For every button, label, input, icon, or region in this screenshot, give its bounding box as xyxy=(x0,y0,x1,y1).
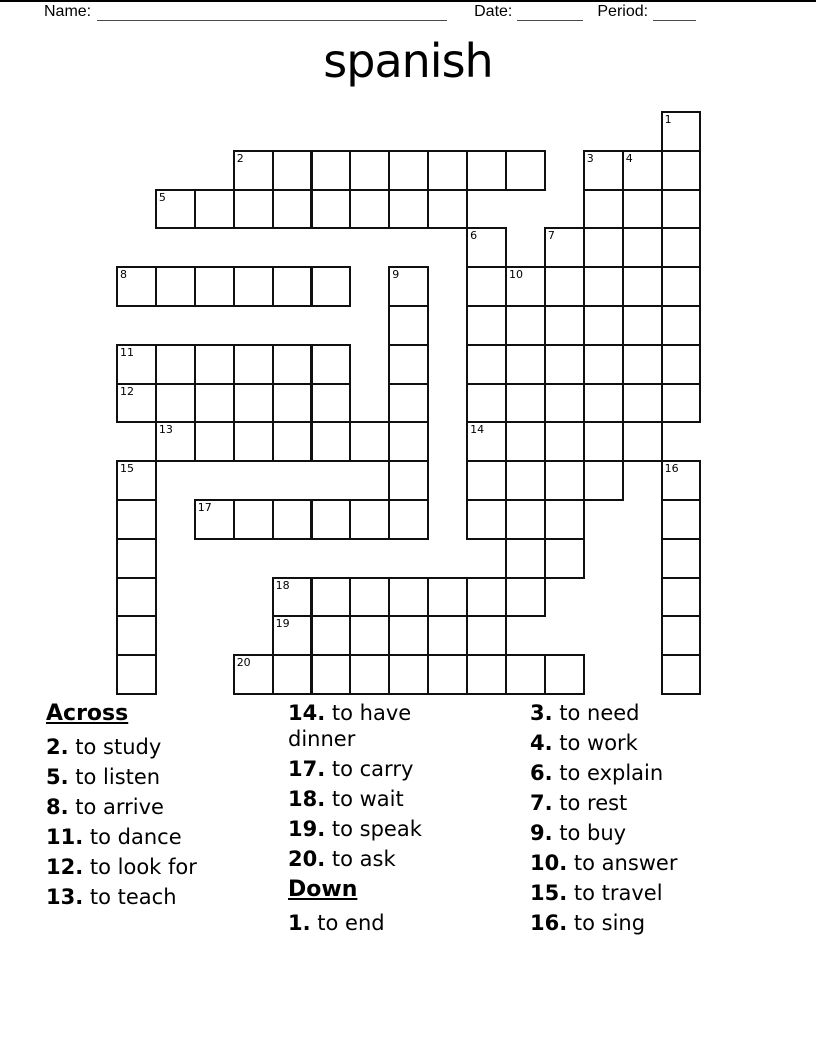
grid-cell[interactable] xyxy=(233,266,274,307)
grid-cell[interactable] xyxy=(116,654,157,695)
cell-number: 19 xyxy=(275,617,290,631)
clue-across-14: 14. to have dinner xyxy=(288,701,412,751)
grid-cell[interactable] xyxy=(544,654,585,695)
grid-cell[interactable] xyxy=(466,305,507,346)
clue-number: 1. xyxy=(288,911,311,935)
clue-number: 9. xyxy=(530,821,553,845)
grid-cell[interactable] xyxy=(349,150,390,191)
grid-cell[interactable] xyxy=(233,499,274,540)
cell-number: 4 xyxy=(625,151,633,165)
cell-number: 8 xyxy=(120,268,127,282)
clue-number: 18. xyxy=(288,787,326,811)
grid-cell-13[interactable] xyxy=(155,421,196,462)
grid-cell[interactable] xyxy=(194,189,235,230)
clue-column-1 xyxy=(46,700,284,914)
clue-number: 2. xyxy=(46,735,69,759)
grid-cell[interactable] xyxy=(427,577,468,618)
grid-cell-15[interactable] xyxy=(116,460,157,501)
clue-across-18: 18. to wait xyxy=(288,787,404,811)
grid-cell[interactable] xyxy=(466,150,507,191)
clue-across-20: 20. to ask xyxy=(288,847,396,871)
cell-number: 9 xyxy=(392,268,400,282)
grid-cell[interactable] xyxy=(311,383,352,424)
clue-number: 7. xyxy=(530,791,553,815)
grid-cell[interactable] xyxy=(233,383,274,424)
cell-number: 12 xyxy=(120,384,134,398)
grid-cell[interactable] xyxy=(349,421,390,462)
name-blank-line[interactable] xyxy=(97,3,447,21)
grid-cell[interactable] xyxy=(544,344,585,385)
grid-cell[interactable] xyxy=(544,460,585,501)
cell-number: 16 xyxy=(664,462,679,476)
grid-cell[interactable] xyxy=(388,499,429,540)
grid-cell[interactable] xyxy=(116,499,157,540)
down-heading: Down xyxy=(288,877,358,902)
clue-down-7: 7. to rest xyxy=(530,791,628,815)
grid-cell[interactable] xyxy=(388,421,429,462)
grid-cell[interactable] xyxy=(661,577,702,618)
grid-cell[interactable] xyxy=(583,460,624,501)
grid-cell[interactable] xyxy=(661,266,702,307)
grid-cell[interactable] xyxy=(155,344,196,385)
grid-cell[interactable] xyxy=(661,227,702,268)
grid-cell[interactable] xyxy=(427,654,468,695)
grid-cell[interactable] xyxy=(388,150,429,191)
clue-number: 16. xyxy=(530,911,568,935)
clue-number: 15. xyxy=(530,881,568,905)
grid-cell[interactable] xyxy=(349,654,390,695)
cell-number: 14 xyxy=(470,423,485,437)
grid-cell[interactable] xyxy=(466,577,507,618)
grid-cell[interactable] xyxy=(622,227,663,268)
grid-cell-18[interactable] xyxy=(272,577,313,618)
grid-cell[interactable] xyxy=(466,344,507,385)
grid-cell[interactable] xyxy=(622,266,663,307)
cell-number: 17 xyxy=(197,501,212,514)
grid-cell[interactable] xyxy=(233,189,274,230)
grid-cell[interactable] xyxy=(661,305,702,346)
grid-cell[interactable] xyxy=(388,189,429,230)
grid-cell[interactable] xyxy=(466,615,507,656)
clue-number: 19. xyxy=(288,817,326,841)
grid-cell[interactable] xyxy=(583,305,624,346)
grid-cell[interactable] xyxy=(544,421,585,462)
clue-number: 14. xyxy=(288,701,326,725)
cell-number: 15 xyxy=(120,462,134,476)
grid-cell[interactable] xyxy=(194,266,235,307)
crossword-grid xyxy=(116,111,702,696)
grid-cell[interactable] xyxy=(155,383,196,424)
grid-cell[interactable] xyxy=(622,421,663,462)
grid-cell[interactable] xyxy=(583,344,624,385)
grid-cell[interactable] xyxy=(272,499,313,540)
grid-cell[interactable] xyxy=(583,189,624,230)
grid-cell[interactable] xyxy=(388,460,429,501)
grid-cell-14[interactable] xyxy=(466,421,507,462)
grid-cell[interactable] xyxy=(388,577,429,618)
grid-cell-19[interactable] xyxy=(272,615,313,656)
grid-cell-3[interactable] xyxy=(583,150,624,191)
grid-cell[interactable] xyxy=(583,383,624,424)
grid-cell[interactable] xyxy=(349,615,390,656)
period-label: Period: xyxy=(597,3,649,20)
clue-number: 5. xyxy=(46,765,69,789)
grid-cell[interactable] xyxy=(272,654,313,695)
cell-number: 7 xyxy=(547,229,555,243)
grid-cell[interactable] xyxy=(544,266,585,307)
grid-cell[interactable] xyxy=(272,344,313,385)
grid-cell-10[interactable] xyxy=(505,266,546,307)
clue-number: 4. xyxy=(530,731,553,755)
clue-column-2 xyxy=(288,700,460,940)
cell-number: 3 xyxy=(586,151,594,165)
grid-cell[interactable] xyxy=(661,615,702,656)
grid-cell[interactable] xyxy=(194,421,235,462)
grid-cell[interactable] xyxy=(311,266,352,307)
grid-cell[interactable] xyxy=(311,344,352,385)
grid-cell[interactable] xyxy=(466,654,507,695)
grid-cell[interactable] xyxy=(505,383,546,424)
grid-cell-12[interactable] xyxy=(116,383,157,424)
grid-cell[interactable] xyxy=(388,305,429,346)
grid-cell[interactable] xyxy=(311,499,352,540)
clue-across-8: 8. to arrive xyxy=(46,795,164,819)
clue-down-15: 15. to travel xyxy=(530,881,663,905)
grid-cell[interactable] xyxy=(622,383,663,424)
grid-cell[interactable] xyxy=(311,421,352,462)
grid-cell[interactable] xyxy=(272,421,313,462)
grid-cell[interactable] xyxy=(272,266,313,307)
grid-cell[interactable] xyxy=(544,538,585,579)
clue-down-3: 3. to need xyxy=(530,701,640,725)
clue-number: 8. xyxy=(46,795,69,819)
grid-cell[interactable] xyxy=(505,421,546,462)
cell-number: 5 xyxy=(158,190,166,204)
clue-across-19: 19. to speak xyxy=(288,817,422,841)
grid-cell[interactable] xyxy=(272,189,313,230)
clue-column-3 xyxy=(530,700,792,940)
grid-cell-1[interactable] xyxy=(661,111,702,152)
cell-number: 2 xyxy=(236,151,244,165)
grid-cell[interactable] xyxy=(622,189,663,230)
grid-cell-6[interactable] xyxy=(466,227,507,268)
clue-number: 6. xyxy=(530,761,553,785)
grid-cell[interactable] xyxy=(466,499,507,540)
clue-number: 11. xyxy=(46,825,84,849)
grid-cell-4[interactable] xyxy=(622,150,663,191)
cell-number: 18 xyxy=(275,578,290,592)
grid-cell[interactable] xyxy=(661,499,702,540)
grid-cell[interactable] xyxy=(233,344,274,385)
grid-cell-9[interactable] xyxy=(388,266,429,307)
grid-cell[interactable] xyxy=(583,266,624,307)
cell-number: 6 xyxy=(470,229,478,243)
grid-cell[interactable] xyxy=(349,189,390,230)
grid-cell[interactable] xyxy=(388,344,429,385)
grid-cell[interactable] xyxy=(622,305,663,346)
grid-cell[interactable] xyxy=(505,150,546,191)
grid-cell-8[interactable] xyxy=(116,266,157,307)
cell-number: 20 xyxy=(236,656,251,670)
grid-cell-20[interactable] xyxy=(233,654,274,695)
cell-number: 1 xyxy=(664,113,672,126)
grid-cell[interactable] xyxy=(583,421,624,462)
grid-cell[interactable] xyxy=(116,577,157,618)
clue-across-13: 13. to teach xyxy=(46,885,177,909)
grid-cell[interactable] xyxy=(466,266,507,307)
grid-cell[interactable] xyxy=(116,615,157,656)
grid-cell-11[interactable] xyxy=(116,344,157,385)
grid-cell[interactable] xyxy=(661,189,702,230)
grid-cell[interactable] xyxy=(544,383,585,424)
clue-down-1: 1. to end xyxy=(288,911,385,935)
grid-cell[interactable] xyxy=(388,615,429,656)
grid-cell[interactable] xyxy=(505,577,546,618)
grid-cell[interactable] xyxy=(427,150,468,191)
grid-cell[interactable] xyxy=(311,615,352,656)
grid-cell[interactable] xyxy=(505,499,546,540)
puzzle-title: spanish xyxy=(323,34,493,88)
date-label: Date: xyxy=(474,3,513,20)
cell-number: 10 xyxy=(509,268,523,282)
clue-across-17: 17. to carry xyxy=(288,757,414,781)
grid-cell[interactable] xyxy=(622,344,663,385)
grid-cell-5[interactable] xyxy=(155,189,196,230)
clue-number: 3. xyxy=(530,701,553,725)
grid-cell[interactable] xyxy=(661,150,702,191)
clue-across-12: 12. to look for xyxy=(46,855,197,879)
grid-cell[interactable] xyxy=(544,499,585,540)
grid-cell-2[interactable] xyxy=(233,150,274,191)
grid-cell[interactable] xyxy=(505,654,546,695)
grid-cell-16[interactable] xyxy=(661,460,702,501)
grid-cell[interactable] xyxy=(194,383,235,424)
grid-cell[interactable] xyxy=(505,460,546,501)
grid-cell-17[interactable] xyxy=(194,499,235,540)
grid-cell[interactable] xyxy=(311,577,352,618)
grid-cell[interactable] xyxy=(388,383,429,424)
grid-cell[interactable] xyxy=(544,305,585,346)
clue-across-11: 11. to dance xyxy=(46,825,182,849)
clue-down-6: 6. to explain xyxy=(530,761,664,785)
grid-cell[interactable] xyxy=(661,538,702,579)
grid-cell[interactable] xyxy=(427,615,468,656)
grid-cell[interactable] xyxy=(661,654,702,695)
grid-cell[interactable] xyxy=(505,538,546,579)
clue-down-10: 10. to answer xyxy=(530,851,678,875)
grid-cell[interactable] xyxy=(427,189,468,230)
clue-down-9: 9. to buy xyxy=(530,821,627,845)
date-blank-line[interactable] xyxy=(517,3,583,21)
grid-cell[interactable] xyxy=(272,383,313,424)
clue-across-2: 2. to study xyxy=(46,735,162,759)
grid-cell[interactable] xyxy=(505,344,546,385)
clue-down-4: 4. to work xyxy=(530,731,638,755)
cell-number: 11 xyxy=(120,345,134,359)
cell-number: 13 xyxy=(158,423,173,437)
grid-cell[interactable] xyxy=(116,538,157,579)
grid-cell[interactable] xyxy=(661,344,702,385)
grid-cell[interactable] xyxy=(311,654,352,695)
header xyxy=(44,2,784,21)
name-label: Name: xyxy=(44,3,92,20)
clue-across-5: 5. to listen xyxy=(46,765,161,789)
grid-cell[interactable] xyxy=(583,227,624,268)
period-blank-line[interactable] xyxy=(653,3,696,21)
grid-cell[interactable] xyxy=(155,266,196,307)
grid-cell[interactable] xyxy=(388,654,429,695)
grid-cell[interactable] xyxy=(311,189,352,230)
clue-number: 17. xyxy=(288,757,326,781)
clue-number: 12. xyxy=(46,855,84,879)
clue-number: 20. xyxy=(288,847,326,871)
across-heading: Across xyxy=(46,701,129,726)
clue-down-16: 16. to sing xyxy=(530,911,646,935)
grid-cell[interactable] xyxy=(661,383,702,424)
grid-cell[interactable] xyxy=(466,460,507,501)
grid-cell[interactable] xyxy=(349,499,390,540)
grid-cell[interactable] xyxy=(233,421,274,462)
grid-cell[interactable] xyxy=(194,344,235,385)
grid-cell[interactable] xyxy=(466,383,507,424)
grid-cell[interactable] xyxy=(505,305,546,346)
grid-cell-7[interactable] xyxy=(544,227,585,268)
grid-cell[interactable] xyxy=(311,150,352,191)
clue-number: 13. xyxy=(46,885,84,909)
grid-cell[interactable] xyxy=(349,577,390,618)
clue-number: 10. xyxy=(530,851,568,875)
grid-cell[interactable] xyxy=(272,150,313,191)
